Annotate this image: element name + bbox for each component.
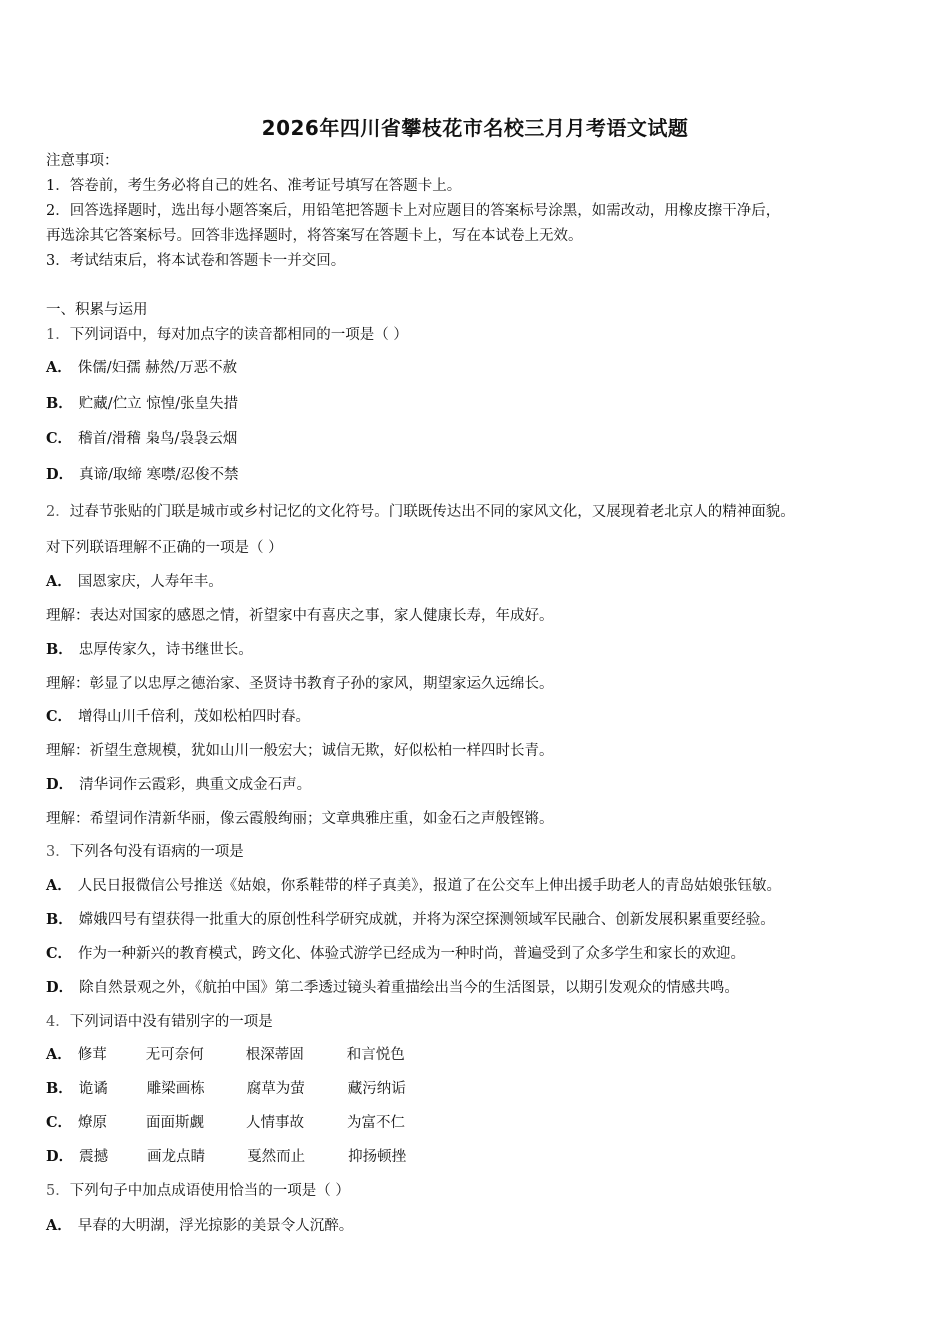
question-1	[46, 325, 408, 345]
option-d	[46, 978, 739, 998]
option-d	[46, 775, 311, 795]
option-text: 忠厚传家久，诗书继世长。	[78, 642, 253, 658]
option-label: A．	[46, 1217, 72, 1234]
notice-heading: 注意事项：	[46, 153, 119, 169]
option-word: 抑扬顿挫	[348, 1149, 407, 1165]
notice-item: 再选涂其它答案标号。回答非选择题时，将答案写在答题卡上，写在本试卷上无效。	[46, 228, 583, 244]
question-stem: 下列词语中，每对加点字的读音都相同的一项是（ ）	[69, 327, 408, 343]
option-text: 贮藏/伫立 惊惶/张皇失措	[78, 396, 239, 412]
question-number: 5．	[46, 1183, 70, 1199]
option-text: 稽首/滑稽 枭鸟/袅袅云烟	[78, 431, 238, 447]
option-word: 根深蒂固	[245, 1047, 304, 1063]
option-label: C．	[46, 1114, 73, 1131]
question-number: 4．	[46, 1014, 70, 1030]
question-number: 2．	[46, 504, 70, 520]
question-stem: 过春节张贴的门联是城市或乡村记忆的文化符号。门联既传达出不同的家风文化，又展现着老北京人的精神面貌。	[69, 504, 795, 520]
question-stem: 下列各句没有语病的一项是	[69, 844, 244, 860]
option-word: 戛然而止	[247, 1149, 306, 1165]
option-d	[46, 1147, 468, 1167]
option-text: 嫦娥四号有望获得一批重大的原创性科学研究成就，并将为深空探测领域军民融合、创新发展积累重要经验。	[78, 912, 775, 928]
option-text: 清华词作云霞彩，典重文成金石声。	[79, 777, 312, 793]
option-label: D．	[46, 776, 74, 793]
option-a	[46, 876, 781, 896]
option-explanation: 理解：希望词作清新华丽，像云霞般绚丽；文章典雅庄重，如金石之声般铿锵。	[46, 811, 554, 827]
option-text: 侏儒/妇孺 赫然/万恶不赦	[77, 360, 238, 376]
section-heading: 一、积累与运用	[46, 302, 148, 318]
question-number: 3．	[46, 844, 70, 860]
question-substem: 对下列联语理解不正确的一项是（ ）	[46, 540, 283, 556]
question-number: 1．	[46, 327, 70, 343]
option-word: 面面斯觑	[146, 1115, 205, 1131]
option-word: 人情事故	[246, 1115, 305, 1131]
option-d	[46, 465, 238, 485]
option-b	[46, 910, 775, 930]
option-text: 人民日报微信公号推送《姑娘，你系鞋带的样子真美》，报道了在公交车上伸出援手助老人的青岛姑娘张钰敏。	[77, 878, 782, 894]
option-label: D．	[46, 1148, 74, 1165]
question-stem: 下列句子中加点成语使用恰当的一项是（ ）	[69, 1183, 350, 1199]
option-text: 国恩家庆，人寿年丰。	[77, 574, 223, 590]
option-explanation: 理解：彰显了以忠厚之德治家、圣贤诗书教育子孙的家风，期望家运久远绵长。	[46, 676, 554, 692]
option-word: 无可奈何	[145, 1047, 204, 1063]
option-word: 诡谲	[78, 1081, 108, 1097]
option-a	[46, 1045, 467, 1065]
option-a	[46, 572, 223, 592]
notice-item: 3．考试结束后，将本试卷和答题卡一并交回。	[46, 253, 346, 269]
option-text: 真谛/取缔 寒噤/忍俊不禁	[79, 467, 239, 483]
option-label: A．	[46, 359, 72, 376]
option-word: 腐草为萤	[246, 1081, 305, 1097]
option-a	[46, 1216, 353, 1236]
option-word: 为富不仁	[347, 1115, 406, 1131]
option-c	[46, 1113, 467, 1133]
option-label: B．	[46, 911, 73, 928]
option-text: 增得山川千倍利，茂如松柏四时春。	[78, 709, 311, 725]
option-a	[46, 358, 237, 378]
option-word: 震撼	[79, 1149, 109, 1165]
option-c	[46, 429, 237, 449]
question-2	[46, 502, 795, 522]
question-4	[46, 1012, 273, 1032]
option-label: B．	[46, 641, 73, 658]
option-label: C．	[46, 430, 73, 447]
option-c	[46, 944, 745, 964]
option-label: D．	[46, 466, 74, 483]
option-explanation: 理解：表达对国家的感恩之情，祈望家中有喜庆之事，家人健康长寿，年成好。	[46, 608, 554, 624]
option-label: C．	[46, 708, 73, 725]
question-3	[46, 842, 244, 862]
option-c	[46, 707, 310, 727]
option-b	[46, 640, 253, 660]
option-b	[46, 1079, 468, 1099]
notice-item: 2．回答选择题时，选出每小题答案后，用铅笔把答题卡上对应题目的答案标号涂黑，如需改动，用橡皮擦干净后，	[46, 203, 781, 219]
option-word: 藏污纳诟	[347, 1081, 406, 1097]
option-b	[46, 394, 238, 414]
option-text: 作为一种新兴的教育模式，跨文化、体验式游学已经成为一种时尚，普遍受到了众多学生和家长的欢迎。	[78, 946, 746, 962]
option-word: 和言悦色	[346, 1047, 405, 1063]
option-label: B．	[46, 395, 73, 412]
question-5	[46, 1181, 350, 1201]
option-label: C．	[46, 945, 73, 962]
option-word: 燎原	[78, 1115, 108, 1131]
option-label: B．	[46, 1080, 73, 1097]
page-title: 2026年四川省攀枝花市名校三月月考语文试题	[261, 116, 689, 140]
question-stem: 下列词语中没有错别字的一项是	[69, 1014, 273, 1030]
option-label: D．	[46, 979, 74, 996]
option-label: A．	[46, 573, 72, 590]
option-word: 雕梁画栋	[146, 1081, 205, 1097]
option-word: 修茸	[77, 1047, 107, 1063]
notice-item: 1．答卷前，考生务必将自己的姓名、准考证号填写在答题卡上。	[46, 178, 462, 194]
option-label: A．	[46, 1046, 72, 1063]
option-text: 除自然景观之外，《航拍中国》第二季透过镜头着重描绘出当今的生活图景，以期引发观众的情感共鸣。	[79, 980, 739, 996]
option-text: 早春的大明湖，浮光掠影的美景令人沉醉。	[77, 1218, 354, 1234]
option-word: 画龙点睛	[147, 1149, 206, 1165]
option-explanation: 理解：祈望生意规模，犹如山川一般宏大；诚信无欺，好似松柏一样四时长青。	[46, 743, 554, 759]
option-label: A．	[46, 877, 72, 894]
